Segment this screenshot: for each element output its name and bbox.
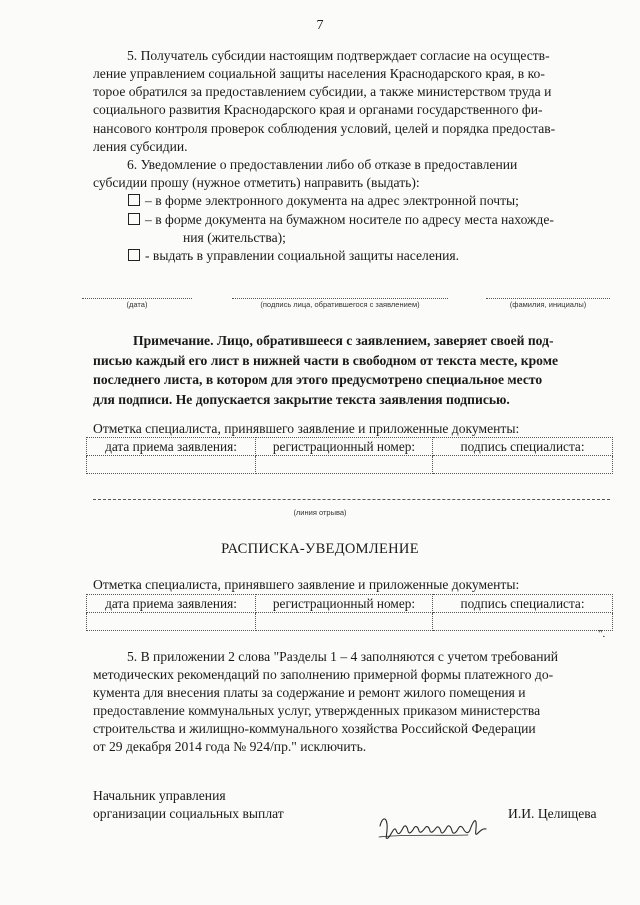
registration-number-cell[interactable] — [256, 456, 433, 474]
amendment-line-5: строительства и жилищно-коммунального хозяйства Российской Федерации — [93, 721, 536, 736]
note-line-4: для подписи. Не допускается закрытие текста заявления подписью. — [93, 392, 510, 407]
option-office-label: - выдать в управлении социальной защиты населения. — [145, 248, 460, 263]
signature-caption: (подпись лица, обратившегося с заявлением) — [260, 300, 420, 309]
header-date-received: дата приема заявления: — [87, 438, 256, 456]
signatory-name: И.И. Целищева — [508, 806, 597, 821]
amendment-line-2: методических рекомендаций по заполнению примерной формы платежного до- — [93, 667, 554, 682]
item5-line-5: нансового контроля проверок соблюдения условий, целей и порядка предостав- — [93, 121, 556, 136]
receipt-header-date-received: дата приема заявления: — [87, 595, 256, 613]
receipt-specialist-mark-label: Отметка специалиста, принявшего заявление и приложенные документы: — [93, 577, 520, 592]
tear-off-line — [93, 499, 610, 500]
receipt-date-received-cell[interactable] — [87, 613, 256, 631]
checkbox-paper[interactable] — [128, 213, 140, 225]
item6-line-2: субсидии прошу (нужное отметить) направить (выдать): — [93, 175, 420, 190]
page-number: 7 — [316, 18, 324, 33]
name-caption: (фамилия, инициалы) — [509, 300, 587, 309]
header-specialist-signature: подпись специалиста: — [433, 438, 613, 456]
notify-option-email[interactable] — [128, 192, 519, 210]
item5-line-6: ления субсидии. — [93, 139, 188, 154]
option-paper-continuation: ния (жительства); — [183, 230, 286, 245]
closing-quote: ". — [598, 628, 606, 640]
date-line — [82, 298, 192, 299]
receipt-title: РАСПИСКА-УВЕДОМЛЕНИЕ — [221, 541, 419, 557]
note-line-3: последнего листа, в котором для этого предусмотрено специальное место — [93, 372, 543, 387]
header-registration-number: регистрационный номер: — [256, 438, 433, 456]
name-line — [486, 298, 610, 299]
signatory-position-line-2: организации социальных выплат — [93, 806, 284, 821]
receipt-header-specialist-signature: подпись специалиста: — [433, 595, 613, 613]
handwritten-signature — [376, 804, 496, 848]
registration-table — [86, 437, 613, 474]
signature-line — [232, 298, 448, 299]
item5-line-3: торое обратился за предоставлением субсидии, а также министерством труда и — [93, 84, 552, 99]
item5-line-1: 5. Получатель субсидии настоящим подтверждает согласие на осуществ- — [127, 48, 550, 63]
note-line-1: Примечание. Лицо, обратившееся с заявлением, заверяет своей под- — [133, 333, 554, 348]
checkbox-office[interactable] — [128, 249, 140, 261]
checkbox-email[interactable] — [128, 194, 140, 206]
note-line-2: писью каждый его лист в нижней части в свободном от текста месте, кроме — [93, 353, 559, 368]
date-caption: (дата) — [126, 300, 148, 309]
item6-line-1: 6. Уведомление о предоставлении либо об отказе в предоставлении — [127, 157, 518, 172]
amendment-line-1: 5. В приложении 2 слова "Разделы 1 – 4 заполняются с учетом требований — [127, 649, 559, 664]
amendment-line-6: от 29 декабря 2014 года № 924/пр." исключить. — [93, 739, 367, 754]
receipt-registration-table — [86, 594, 613, 631]
tear-off-caption: (линия отрыва) — [293, 508, 347, 517]
notify-option-office[interactable] — [128, 247, 459, 265]
date-received-cell[interactable] — [87, 456, 256, 474]
receipt-table-header-row — [87, 595, 613, 613]
specialist-mark-label: Отметка специалиста, принявшего заявление и приложенные документы: — [93, 421, 520, 436]
amendment-line-3: кумента для внесения платы за содержание и ремонт жилого помещения и — [93, 685, 526, 700]
receipt-table-entry-row — [87, 613, 613, 631]
option-email-label: – в форме электронного документа на адрес электронной почты; — [145, 193, 519, 208]
registration-table-entry-row — [87, 456, 613, 474]
receipt-registration-number-cell[interactable] — [256, 613, 433, 631]
receipt-header-registration-number: регистрационный номер: — [256, 595, 433, 613]
receipt-specialist-signature-cell[interactable] — [433, 613, 613, 631]
amendment-line-4: предоставление коммунальных услуг, утвержденных приказом министерства — [93, 703, 541, 718]
registration-table-header-row — [87, 438, 613, 456]
option-paper-label: – в форме документа на бумажном носителе по адресу места нахожде- — [145, 212, 554, 227]
signatory-position-line-1: Начальник управления — [93, 788, 226, 803]
notify-option-paper[interactable] — [128, 211, 554, 229]
item5-line-4: социального развития Краснодарского края и органами государственного фи- — [93, 102, 543, 117]
item5-line-2: ление управлением социальной защиты населения Краснодарского края, в ко- — [93, 66, 545, 81]
specialist-signature-cell[interactable] — [433, 456, 613, 474]
